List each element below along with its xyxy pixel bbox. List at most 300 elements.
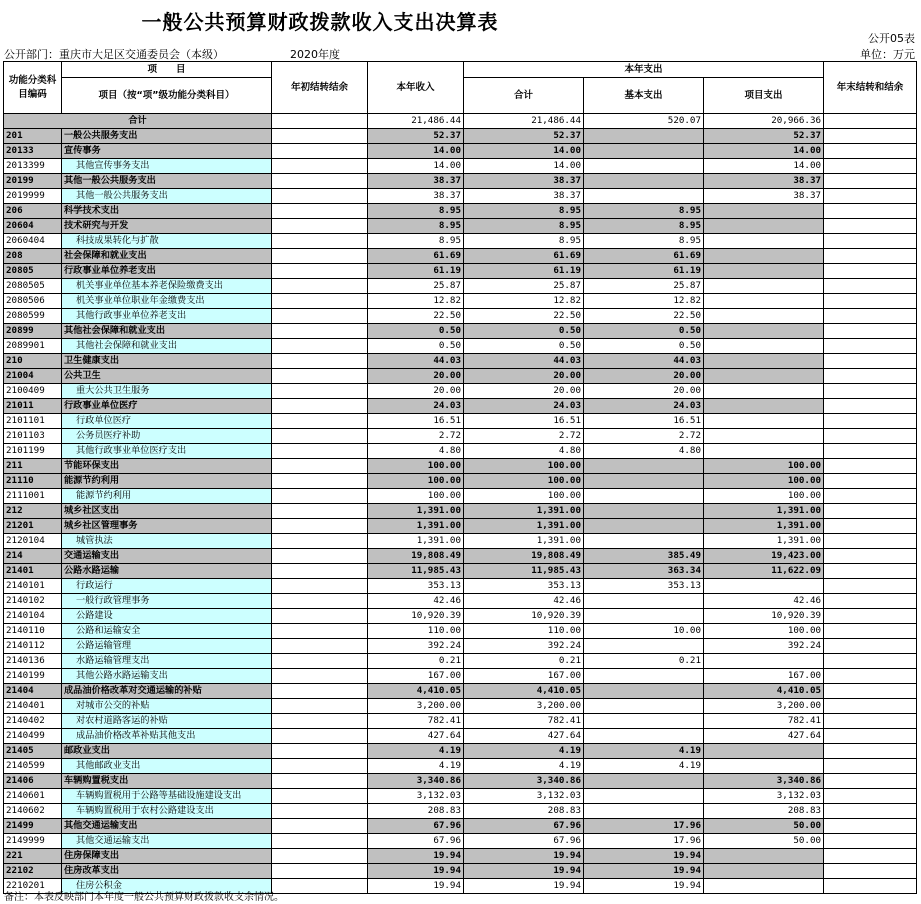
row-code: 2140402 xyxy=(4,714,62,729)
row-total: 4.80 xyxy=(464,444,584,459)
row-begin xyxy=(272,669,368,684)
row-income: 19,808.49 xyxy=(368,549,464,564)
table-row xyxy=(4,774,917,789)
footnote: 备注：本表反映部门本年度一般公共预算财政拨款收支余情况。 xyxy=(4,892,284,903)
row-code: 2120104 xyxy=(4,534,62,549)
row-begin xyxy=(272,354,368,369)
row-name: 成品油价格改革对交通运输的补贴 xyxy=(62,684,272,699)
row-code: 2149999 xyxy=(4,834,62,849)
row-name: 公务员医疗补助 xyxy=(62,429,272,444)
row-begin xyxy=(272,159,368,174)
row-basic: 19.94 xyxy=(584,849,704,864)
row-project: 3,340.86 xyxy=(704,774,824,789)
row-basic xyxy=(584,774,704,789)
row-project: 14.00 xyxy=(704,159,824,174)
table-row xyxy=(4,729,917,744)
table-row xyxy=(4,759,917,774)
row-project xyxy=(704,324,824,339)
row-total: 19.94 xyxy=(464,864,584,879)
row-begin xyxy=(272,249,368,264)
row-begin xyxy=(272,234,368,249)
row-end xyxy=(824,669,917,684)
row-name: 公路水路运输 xyxy=(62,564,272,579)
row-total: 12.82 xyxy=(464,294,584,309)
row-income: 427.64 xyxy=(368,729,464,744)
row-total: 19.94 xyxy=(464,879,584,894)
table-row xyxy=(4,834,917,849)
row-name: 机关事业单位职业年金缴费支出 xyxy=(62,294,272,309)
row-project xyxy=(704,354,824,369)
row-begin xyxy=(272,609,368,624)
row-total: 52.37 xyxy=(464,129,584,144)
row-begin xyxy=(272,324,368,339)
row-income: 44.03 xyxy=(368,354,464,369)
row-basic xyxy=(584,594,704,609)
row-end xyxy=(824,234,917,249)
row-total: 782.41 xyxy=(464,714,584,729)
row-total: 14.00 xyxy=(464,144,584,159)
row-end xyxy=(824,264,917,279)
row-name: 其他社会保障和就业支出 xyxy=(62,324,272,339)
year-label: 2020年度 xyxy=(290,48,340,61)
row-name: 能源节约利用 xyxy=(62,474,272,489)
row-total: 4.19 xyxy=(464,759,584,774)
row-begin xyxy=(272,534,368,549)
unit-label: 单位：万元 xyxy=(860,48,915,61)
row-basic xyxy=(584,789,704,804)
row-end xyxy=(824,459,917,474)
row-basic: 2.72 xyxy=(584,429,704,444)
row-total: 1,391.00 xyxy=(464,504,584,519)
row-code: 21405 xyxy=(4,744,62,759)
row-code: 2140199 xyxy=(4,669,62,684)
row-total: 3,132.03 xyxy=(464,789,584,804)
row-project xyxy=(704,849,824,864)
row-end xyxy=(824,219,917,234)
row-total: 392.24 xyxy=(464,639,584,654)
row-code: 212 xyxy=(4,504,62,519)
row-name: 公路建设 xyxy=(62,609,272,624)
row-basic xyxy=(584,639,704,654)
table-row xyxy=(4,474,917,489)
row-name: 能源节约利用 xyxy=(62,489,272,504)
row-income: 42.46 xyxy=(368,594,464,609)
row-end xyxy=(824,579,917,594)
row-begin xyxy=(272,189,368,204)
row-code: 2140101 xyxy=(4,579,62,594)
table-row xyxy=(4,384,917,399)
row-end xyxy=(824,834,917,849)
row-code: 214 xyxy=(4,549,62,564)
row-code: 2140601 xyxy=(4,789,62,804)
row-name: 车辆购置税用于公路等基础设施建设支出 xyxy=(62,789,272,804)
row-project xyxy=(704,744,824,759)
row-total: 3,340.86 xyxy=(464,774,584,789)
row-income: 16.51 xyxy=(368,414,464,429)
row-project: 50.00 xyxy=(704,819,824,834)
total-total: 21,486.44 xyxy=(464,114,584,129)
row-project: 167.00 xyxy=(704,669,824,684)
row-end xyxy=(824,354,917,369)
row-total: 2.72 xyxy=(464,429,584,444)
row-project xyxy=(704,264,824,279)
row-project: 38.37 xyxy=(704,189,824,204)
row-begin xyxy=(272,759,368,774)
row-code: 2080505 xyxy=(4,279,62,294)
row-total: 110.00 xyxy=(464,624,584,639)
table-row xyxy=(4,174,917,189)
row-begin xyxy=(272,414,368,429)
table-row xyxy=(4,309,917,324)
table-row xyxy=(4,159,917,174)
row-project xyxy=(704,654,824,669)
row-begin xyxy=(272,744,368,759)
row-project: 38.37 xyxy=(704,174,824,189)
row-code: 21406 xyxy=(4,774,62,789)
row-begin xyxy=(272,459,368,474)
row-name: 其他行政事业单位养老支出 xyxy=(62,309,272,324)
row-basic: 8.95 xyxy=(584,219,704,234)
row-end xyxy=(824,489,917,504)
row-name: 城乡社区管理事务 xyxy=(62,519,272,534)
row-begin xyxy=(272,834,368,849)
row-total: 0.50 xyxy=(464,339,584,354)
row-code: 2140110 xyxy=(4,624,62,639)
row-end xyxy=(824,249,917,264)
row-basic: 4.19 xyxy=(584,744,704,759)
row-begin xyxy=(272,684,368,699)
row-end xyxy=(824,609,917,624)
row-code: 210 xyxy=(4,354,62,369)
row-end xyxy=(824,594,917,609)
row-code: 2100409 xyxy=(4,384,62,399)
row-total: 25.87 xyxy=(464,279,584,294)
total-basic: 520.07 xyxy=(584,114,704,129)
row-total: 67.96 xyxy=(464,834,584,849)
row-begin xyxy=(272,339,368,354)
row-project xyxy=(704,879,824,894)
row-begin xyxy=(272,864,368,879)
row-project: 100.00 xyxy=(704,624,824,639)
header-begin-balance: 年初结转结余 xyxy=(272,62,368,114)
row-basic: 22.50 xyxy=(584,309,704,324)
row-basic xyxy=(584,459,704,474)
row-project: 100.00 xyxy=(704,459,824,474)
row-total: 100.00 xyxy=(464,474,584,489)
row-name: 行政运行 xyxy=(62,579,272,594)
row-basic: 0.21 xyxy=(584,654,704,669)
table-row xyxy=(4,429,917,444)
table-row xyxy=(4,714,917,729)
row-income: 1,391.00 xyxy=(368,504,464,519)
row-end xyxy=(824,309,917,324)
row-name: 重大公共卫生服务 xyxy=(62,384,272,399)
row-basic xyxy=(584,609,704,624)
row-total: 100.00 xyxy=(464,489,584,504)
row-end xyxy=(824,189,917,204)
row-code: 2210201 xyxy=(4,879,62,894)
row-basic xyxy=(584,159,704,174)
row-income: 14.00 xyxy=(368,159,464,174)
row-total: 20.00 xyxy=(464,369,584,384)
table-row xyxy=(4,444,917,459)
row-income: 67.96 xyxy=(368,819,464,834)
row-name: 一般公共服务支出 xyxy=(62,129,272,144)
row-end xyxy=(824,654,917,669)
row-basic xyxy=(584,729,704,744)
row-total: 67.96 xyxy=(464,819,584,834)
table-row xyxy=(4,534,917,549)
row-name: 其他一般公共服务支出 xyxy=(62,189,272,204)
row-total: 0.21 xyxy=(464,654,584,669)
row-end xyxy=(824,864,917,879)
row-end xyxy=(824,324,917,339)
row-income: 20.00 xyxy=(368,384,464,399)
row-basic: 19.94 xyxy=(584,879,704,894)
table-row xyxy=(4,669,917,684)
row-name: 城管执法 xyxy=(62,534,272,549)
row-total: 4,410.05 xyxy=(464,684,584,699)
row-name: 其他交通运输支出 xyxy=(62,834,272,849)
row-begin xyxy=(272,474,368,489)
row-income: 167.00 xyxy=(368,669,464,684)
row-project: 10,920.39 xyxy=(704,609,824,624)
table-row xyxy=(4,399,917,414)
row-income: 392.24 xyxy=(368,639,464,654)
table-row xyxy=(4,594,917,609)
row-end xyxy=(824,879,917,894)
row-income: 8.95 xyxy=(368,234,464,249)
row-name: 对城市公交的补贴 xyxy=(62,699,272,714)
row-total: 19,808.49 xyxy=(464,549,584,564)
row-project xyxy=(704,579,824,594)
row-total: 4.19 xyxy=(464,744,584,759)
table-row xyxy=(4,744,917,759)
header-income: 本年收入 xyxy=(368,62,464,114)
row-begin xyxy=(272,309,368,324)
row-income: 782.41 xyxy=(368,714,464,729)
row-project: 1,391.00 xyxy=(704,534,824,549)
row-code: 2060404 xyxy=(4,234,62,249)
header-expense-group: 本年支出 xyxy=(464,62,824,78)
row-project xyxy=(704,444,824,459)
row-end xyxy=(824,474,917,489)
header-total: 合计 xyxy=(464,78,584,114)
row-code: 20199 xyxy=(4,174,62,189)
row-project: 782.41 xyxy=(704,714,824,729)
table-row xyxy=(4,279,917,294)
table-row xyxy=(4,489,917,504)
row-end xyxy=(824,774,917,789)
row-project xyxy=(704,384,824,399)
row-basic: 20.00 xyxy=(584,384,704,399)
row-total: 38.37 xyxy=(464,174,584,189)
row-name: 其他交通运输支出 xyxy=(62,819,272,834)
row-project: 392.24 xyxy=(704,639,824,654)
table-row xyxy=(4,849,917,864)
row-basic: 353.13 xyxy=(584,579,704,594)
table-row xyxy=(4,519,917,534)
row-total: 8.95 xyxy=(464,219,584,234)
row-basic xyxy=(584,174,704,189)
row-end xyxy=(824,144,917,159)
row-income: 19.94 xyxy=(368,849,464,864)
table-row xyxy=(4,144,917,159)
row-income: 100.00 xyxy=(368,474,464,489)
header-code: 功能分类科目编码 xyxy=(4,62,62,114)
row-total: 44.03 xyxy=(464,354,584,369)
row-name: 公共卫生 xyxy=(62,369,272,384)
row-total: 20.00 xyxy=(464,384,584,399)
row-code: 2080599 xyxy=(4,309,62,324)
row-total: 167.00 xyxy=(464,669,584,684)
header-item-group: 项 目 xyxy=(62,62,272,78)
row-name: 其他社会保障和就业支出 xyxy=(62,339,272,354)
row-end xyxy=(824,549,917,564)
total-begin xyxy=(272,114,368,129)
row-name: 其他宣传事务支出 xyxy=(62,159,272,174)
row-code: 2101199 xyxy=(4,444,62,459)
row-end xyxy=(824,444,917,459)
header-basic: 基本支出 xyxy=(584,78,704,114)
row-name: 行政事业单位医疗 xyxy=(62,399,272,414)
row-basic xyxy=(584,129,704,144)
row-code: 20133 xyxy=(4,144,62,159)
row-begin xyxy=(272,219,368,234)
row-end xyxy=(824,729,917,744)
row-income: 20.00 xyxy=(368,369,464,384)
table-row xyxy=(4,864,917,879)
row-name: 其他行政事业单位医疗支出 xyxy=(62,444,272,459)
row-total: 38.37 xyxy=(464,189,584,204)
row-project xyxy=(704,339,824,354)
row-end xyxy=(824,279,917,294)
header-item: 项目（按“项”级功能分类科目） xyxy=(62,78,272,114)
row-total: 22.50 xyxy=(464,309,584,324)
row-name: 城乡社区支出 xyxy=(62,504,272,519)
row-project xyxy=(704,399,824,414)
row-income: 11,985.43 xyxy=(368,564,464,579)
row-begin xyxy=(272,384,368,399)
row-name: 一般行政管理事务 xyxy=(62,594,272,609)
row-code: 20604 xyxy=(4,219,62,234)
row-name: 行政单位医疗 xyxy=(62,414,272,429)
row-code: 20805 xyxy=(4,264,62,279)
row-project: 4,410.05 xyxy=(704,684,824,699)
row-code: 2019999 xyxy=(4,189,62,204)
row-code: 2140401 xyxy=(4,699,62,714)
row-project xyxy=(704,294,824,309)
table-row xyxy=(4,609,917,624)
row-project xyxy=(704,309,824,324)
row-begin xyxy=(272,429,368,444)
row-code: 2140599 xyxy=(4,759,62,774)
row-basic xyxy=(584,714,704,729)
row-end xyxy=(824,414,917,429)
row-begin xyxy=(272,789,368,804)
row-begin xyxy=(272,279,368,294)
row-code: 2111001 xyxy=(4,489,62,504)
row-income: 61.19 xyxy=(368,264,464,279)
row-code: 2080506 xyxy=(4,294,62,309)
row-project xyxy=(704,204,824,219)
row-end xyxy=(824,294,917,309)
row-income: 12.82 xyxy=(368,294,464,309)
row-project: 208.83 xyxy=(704,804,824,819)
row-name: 宣传事务 xyxy=(62,144,272,159)
row-name: 科学技术支出 xyxy=(62,204,272,219)
row-begin xyxy=(272,699,368,714)
row-code: 21499 xyxy=(4,819,62,834)
row-begin xyxy=(272,879,368,894)
row-total: 11,985.43 xyxy=(464,564,584,579)
row-end xyxy=(824,384,917,399)
row-total: 208.83 xyxy=(464,804,584,819)
table-row xyxy=(4,639,917,654)
row-name: 卫生健康支出 xyxy=(62,354,272,369)
row-income: 38.37 xyxy=(368,189,464,204)
table-row xyxy=(4,819,917,834)
row-basic xyxy=(584,519,704,534)
row-name: 对农村道路客运的补贴 xyxy=(62,714,272,729)
row-income: 52.37 xyxy=(368,129,464,144)
total-project: 20,966.36 xyxy=(704,114,824,129)
row-code: 2013399 xyxy=(4,159,62,174)
row-begin xyxy=(272,654,368,669)
row-basic xyxy=(584,534,704,549)
row-basic: 0.50 xyxy=(584,339,704,354)
row-project: 100.00 xyxy=(704,474,824,489)
row-end xyxy=(824,789,917,804)
row-begin xyxy=(272,489,368,504)
table-row xyxy=(4,249,917,264)
row-name: 成品油价格改革补贴其他支出 xyxy=(62,729,272,744)
row-name: 节能环保支出 xyxy=(62,459,272,474)
row-project: 14.00 xyxy=(704,144,824,159)
page-title: 一般公共预算财政拨款收入支出决算表 xyxy=(141,10,499,34)
row-end xyxy=(824,429,917,444)
row-basic: 17.96 xyxy=(584,834,704,849)
header-project: 项目支出 xyxy=(704,78,824,114)
row-project: 1,391.00 xyxy=(704,519,824,534)
row-begin xyxy=(272,639,368,654)
row-basic: 8.95 xyxy=(584,204,704,219)
row-basic xyxy=(584,189,704,204)
row-end xyxy=(824,504,917,519)
row-name: 车辆购置税支出 xyxy=(62,774,272,789)
row-total: 0.50 xyxy=(464,324,584,339)
row-income: 1,391.00 xyxy=(368,534,464,549)
row-income: 8.95 xyxy=(368,219,464,234)
row-end xyxy=(824,849,917,864)
row-code: 21404 xyxy=(4,684,62,699)
table-row xyxy=(4,369,917,384)
row-name: 其他公路水路运输支出 xyxy=(62,669,272,684)
row-name: 车辆购置税用于农村公路建设支出 xyxy=(62,804,272,819)
row-total: 8.95 xyxy=(464,234,584,249)
row-basic xyxy=(584,684,704,699)
row-end xyxy=(824,534,917,549)
row-income: 10,920.39 xyxy=(368,609,464,624)
table-row xyxy=(4,219,917,234)
table-row xyxy=(4,129,917,144)
row-income: 3,132.03 xyxy=(368,789,464,804)
row-total: 1,391.00 xyxy=(464,534,584,549)
table-row xyxy=(4,684,917,699)
row-begin xyxy=(272,624,368,639)
row-income: 67.96 xyxy=(368,834,464,849)
row-end xyxy=(824,174,917,189)
